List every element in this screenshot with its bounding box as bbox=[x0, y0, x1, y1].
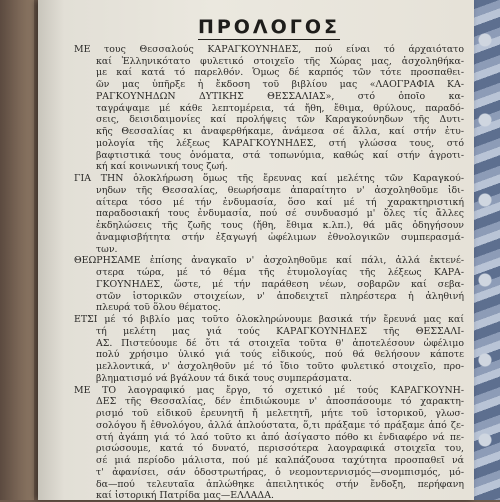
text-line: ΑΣ. Πιστεύουμε δέ ὅτι τά στοιχεῖα τοῦτα θ' ἀποτελέσουν ὠφέλιμο bbox=[74, 338, 464, 350]
text-line: πολύ χρήσιμο ὑλικό γιά τούς εἰδικούς, πού θά θελήσουν κάποτε bbox=[74, 349, 464, 361]
text-line: με καί κατά τό παρελθόν. Ὁμως δέ καρπός τῶν τότε προσπαθει- bbox=[74, 67, 464, 79]
text-line: ΘΕΩΡΗΣΑΜΕ ἐπίσης ἀναγκαῖο ν' ἀσχοληθοῦμε καί πάλι, ἀλλά ἐκτενέ- bbox=[74, 255, 464, 267]
text-line: μελλοντικά, ν' ἀσχοληθοῦν μέ τό ἴδιο τοῦτο φυλετικό στοιχεῖο, προ- bbox=[74, 361, 464, 373]
text-line: κή καί κοινωνική τους ζωή. bbox=[74, 161, 464, 173]
paragraphs bbox=[74, 44, 464, 502]
text-line: σέ μιά περίοδο μάλιστα, πού μέ καλπάζουσα ταχύτητα προσπαθεῖ νά bbox=[74, 455, 464, 467]
text-line: δα—πού τελευταῖα ἁπλώθηκε ἀπειλητικός στήν ἔνδοξη, περήφανη bbox=[74, 479, 464, 491]
text-line: νηδων τῆς Θεσσαλίας, θεωρήσαμε ἀπαραίτητο ν' ἀσχοληθοῦμε ἰδι- bbox=[74, 185, 464, 197]
text-line: βαφτιστικά τους ὀνόματα, στά τοπωνύμια, καθώς καί στήν ἀγροτι- bbox=[74, 150, 464, 162]
table-surface-left bbox=[0, 0, 34, 500]
text-line: πλευρά τοῦ ὅλου θέματος. bbox=[74, 302, 464, 314]
text-line: τή μελέτη μας γιά τούς ΚΑΡΑΓΚΟΥΝΗΔΕΣ τῆς ΘΕΣΣΑΛΙ- bbox=[74, 326, 464, 338]
text-line: στερα τώρα, μέ τό θέμα τῆς ἐτυμολογίας τῆς λέξεως ΚΑΡΑ- bbox=[74, 267, 464, 279]
text-line: ΓΙΑ ΤΗΝ ὁλοκλήρωση ὅμως τῆς ἔρευνας καί μελέτης τῶν Καραγκού- bbox=[74, 173, 464, 185]
text-line: μολογία τῆς λέξεως ΚΑΡΑΓΚΟΥΝΗΔΕΣ, στή γλώσσα τους, στό bbox=[74, 138, 464, 150]
paragraph bbox=[74, 173, 464, 255]
text-line: κῆς Θεσσαλίας κι ἀναφερθήκαμε, ἀνάμεσα σέ ἄλλα, καί στήν ἐτυ- bbox=[74, 126, 464, 138]
text-line: παραδοσιακή τους ἐνδυμασία, πού σέ συνδυασμό μ' ὅλες τίς ἄλλες bbox=[74, 208, 464, 220]
paragraph bbox=[74, 44, 464, 173]
page-title-text: ΠΡΟΛΟΓΟΣ bbox=[198, 16, 340, 40]
text-line: ΕΤΣΙ μέ τό βιβλίο μας τοῦτο ὁλοκληρώνουμε βασικά τήν ἔρευνά μας καί bbox=[74, 314, 464, 326]
text-line: ΜΕ ΤΟ λαογραφικό μας ἔργο, τό σχετικό μέ τούς ΚΑΡΑΓΚΟΥΝΗ- bbox=[74, 385, 464, 397]
text-line: των. bbox=[74, 244, 464, 256]
text-line: σολόγου ἤ ἐθνολόγου, ἀλλά ἁπλούστατα, ὅ,τι πράξαμε τό πράξαμε ἀπό ζε- bbox=[74, 420, 464, 432]
text-line: ῶν μας ὑπῆρξε ἡ ἔκδοση τοῦ βιβλίου μας «ΛΑΟΓΡΑΦΙΑ ΚΑ- bbox=[74, 79, 464, 91]
text-line: ρισώσουμε, κατά τό δυνατό, περισσότερα λαογραφικά στοιχεῖα του, bbox=[74, 443, 464, 455]
text-line: ταγράψαμε μέ κάθε λεπτομέρεια, τά ἤθη, ἔθιμα, θρύλους, παραδό- bbox=[74, 103, 464, 115]
text-line: βληματισμό νά βγάλουν τά δικά τους συμπεράσματα. bbox=[74, 373, 464, 385]
page-content bbox=[74, 10, 464, 502]
text-line: καί ἱστορική Πατρίδα μας—ΕΛΛΑΔΑ. bbox=[74, 490, 464, 502]
text-line: αίτερα τόσο μέ τήν ἐνδυμασία, ὅσο καί μέ τή χαρακτηριστική bbox=[74, 197, 464, 209]
text-line: ΜΕ τους Θεσσαλούς ΚΑΡΑΓΚΟΥΝΗΔΕΣ, πού είναι τό άρχαιότατο bbox=[74, 44, 464, 56]
text-line: ΔΕΣ τῆς Θεσσαλίας, δέν ἐπιδιώκουμε ν' ἀποσπάσουμε τό χαρακτη- bbox=[74, 396, 464, 408]
paragraph bbox=[74, 255, 464, 314]
text-line: ἀναμφισβήτητα στήν ἐξαγωγή ὠφέλιμων ἐθνολογικῶν συμπερασμά- bbox=[74, 232, 464, 244]
text-line: καί Ἑλληνικότατο φυλετικό στοιχεῖο τῆς Χώρας μας, ἀσχοληθήκα- bbox=[74, 56, 464, 68]
page-title bbox=[74, 22, 464, 34]
patterned-cloth bbox=[470, 0, 500, 500]
text-line: ρισμό τοῦ εἰδικοῦ ἐρευνητῆ ἤ μελετητῆ, μήτε τοῦ ἱστορικοῦ, γλωσ- bbox=[74, 408, 464, 420]
text-line: ΡΑΓΚΟΥΝΗΔΩΝ ΔΥΤΙΚΗΣ ΘΕΣΣΑΛΙΑΣ», στό ὁποῖο κα- bbox=[74, 91, 464, 103]
paragraph bbox=[74, 314, 464, 385]
text-line: ἐκδηλώσεις τῆς ζωῆς τους (ἤθη, ἔθιμα κ.λπ.), θά μᾶς ὁδηγήσουν bbox=[74, 220, 464, 232]
text-line: τ' ἀφανίσει, σάν ὁδοστρωτήρας, ὁ νεομοντερνισμός—σνομπισμός, μό- bbox=[74, 467, 464, 479]
text-line: ΓΚΟΥΝΗΔΕΣ, ὥστε, μέ τήν παράθεση νέων, σοβαρῶν καί σεβα- bbox=[74, 279, 464, 291]
text-line: στή ἀγάπη γιά τό λαό τοῦτο κι ἀπό ἀσίγαστο πόθο κι ἐνδιαφέρο νά πε- bbox=[74, 432, 464, 444]
text-line: στῶν ἱστορικῶν στοιχείων, ν' ἀποδειχτεῖ πληρέστερα ἡ ἀληθινή bbox=[74, 291, 464, 303]
text-line: σεις, δεισιδαιμονίες καί προλήψεις τῶν Καραγκούνηδων τῆς Δυτι- bbox=[74, 114, 464, 126]
book-page bbox=[38, 0, 474, 500]
paragraph bbox=[74, 385, 464, 502]
